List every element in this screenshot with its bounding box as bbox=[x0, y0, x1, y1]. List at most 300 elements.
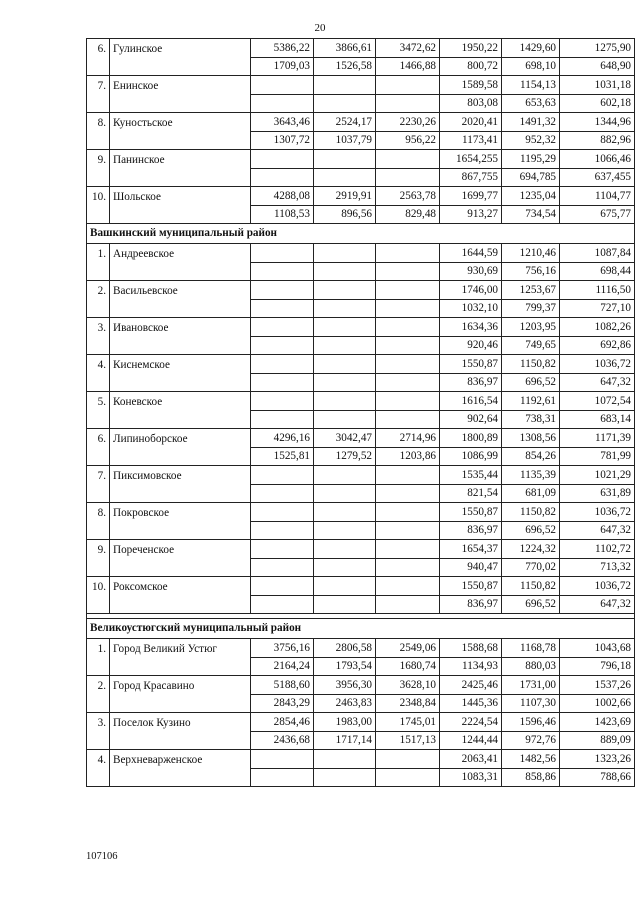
table-row bbox=[87, 750, 635, 769]
value-cell: 1746,00 bbox=[440, 281, 502, 300]
value-cell bbox=[251, 76, 314, 95]
row-index bbox=[87, 206, 110, 224]
value-cell: 4296,16 bbox=[251, 429, 314, 448]
value-cell bbox=[251, 596, 314, 614]
value-cell bbox=[314, 244, 376, 263]
value-cell bbox=[376, 596, 440, 614]
value-cell: 2463,83 bbox=[314, 695, 376, 713]
value-cell: 1210,46 bbox=[502, 244, 560, 263]
value-cell: 1537,26 bbox=[560, 676, 635, 695]
table-row bbox=[87, 503, 635, 522]
value-cell: 756,16 bbox=[502, 263, 560, 281]
section-header-row bbox=[87, 619, 635, 639]
value-cell: 1344,96 bbox=[560, 113, 635, 132]
value-cell bbox=[376, 300, 440, 318]
value-cell: 2230,26 bbox=[376, 113, 440, 132]
value-cell: 696,52 bbox=[502, 374, 560, 392]
value-cell: 1596,46 bbox=[502, 713, 560, 732]
row-index bbox=[87, 300, 110, 318]
value-cell: 3472,62 bbox=[376, 39, 440, 58]
value-cell: 1793,54 bbox=[314, 658, 376, 676]
value-cell bbox=[314, 466, 376, 485]
value-cell: 940,47 bbox=[440, 559, 502, 577]
value-cell: 3956,30 bbox=[314, 676, 376, 695]
value-cell: 1680,74 bbox=[376, 658, 440, 676]
value-cell: 1526,58 bbox=[314, 58, 376, 76]
value-cell: 1102,72 bbox=[560, 540, 635, 559]
value-cell bbox=[376, 263, 440, 281]
value-cell bbox=[251, 411, 314, 429]
table-row bbox=[87, 448, 635, 466]
value-cell: 648,90 bbox=[560, 58, 635, 76]
settlement-name: Васильевское bbox=[110, 281, 251, 300]
value-cell: 692,86 bbox=[560, 337, 635, 355]
value-cell: 836,97 bbox=[440, 374, 502, 392]
value-cell: 3628,10 bbox=[376, 676, 440, 695]
table-row bbox=[87, 187, 635, 206]
section-title: Великоустюгский муниципальный район bbox=[87, 619, 635, 639]
row-index bbox=[87, 559, 110, 577]
settlement-name: Верхневарженское bbox=[110, 750, 251, 769]
table-body bbox=[87, 39, 635, 787]
value-cell bbox=[376, 392, 440, 411]
table-row bbox=[87, 300, 635, 318]
table-row bbox=[87, 263, 635, 281]
value-cell: 713,32 bbox=[560, 559, 635, 577]
settlement-name: Куностьское bbox=[110, 113, 251, 132]
value-cell: 1134,93 bbox=[440, 658, 502, 676]
value-cell: 3866,61 bbox=[314, 39, 376, 58]
settlement-name bbox=[110, 596, 251, 614]
settlement-name bbox=[110, 263, 251, 281]
value-cell bbox=[314, 769, 376, 787]
value-cell bbox=[251, 318, 314, 337]
value-cell bbox=[376, 411, 440, 429]
table-row bbox=[87, 466, 635, 485]
value-cell: 799,37 bbox=[502, 300, 560, 318]
value-cell bbox=[314, 76, 376, 95]
value-cell: 1279,52 bbox=[314, 448, 376, 466]
value-cell: 1482,56 bbox=[502, 750, 560, 769]
table-row bbox=[87, 540, 635, 559]
row-index: 2. bbox=[87, 281, 110, 300]
row-index bbox=[87, 337, 110, 355]
value-cell bbox=[251, 522, 314, 540]
value-cell: 727,10 bbox=[560, 300, 635, 318]
settlement-name: Панинское bbox=[110, 150, 251, 169]
value-cell bbox=[314, 577, 376, 596]
settlement-name: Енинское bbox=[110, 76, 251, 95]
value-cell bbox=[251, 466, 314, 485]
value-cell: 1037,79 bbox=[314, 132, 376, 150]
value-cell: 930,69 bbox=[440, 263, 502, 281]
settlement-name bbox=[110, 448, 251, 466]
value-cell: 889,09 bbox=[560, 732, 635, 750]
value-cell: 770,02 bbox=[502, 559, 560, 577]
settlement-name bbox=[110, 58, 251, 76]
value-cell bbox=[251, 244, 314, 263]
value-cell: 882,96 bbox=[560, 132, 635, 150]
row-index: 6. bbox=[87, 429, 110, 448]
value-cell: 1307,72 bbox=[251, 132, 314, 150]
value-cell: 1072,54 bbox=[560, 392, 635, 411]
table-row bbox=[87, 281, 635, 300]
settlement-name bbox=[110, 732, 251, 750]
value-cell: 1654,37 bbox=[440, 540, 502, 559]
row-index: 7. bbox=[87, 76, 110, 95]
value-cell: 858,86 bbox=[502, 769, 560, 787]
value-cell bbox=[314, 355, 376, 374]
value-cell: 1634,36 bbox=[440, 318, 502, 337]
value-cell: 653,63 bbox=[502, 95, 560, 113]
value-cell: 1731,00 bbox=[502, 676, 560, 695]
value-cell bbox=[251, 769, 314, 787]
settlement-name bbox=[110, 769, 251, 787]
value-cell bbox=[314, 392, 376, 411]
value-cell bbox=[376, 559, 440, 577]
value-cell: 829,48 bbox=[376, 206, 440, 224]
table-row bbox=[87, 392, 635, 411]
value-cell: 1002,66 bbox=[560, 695, 635, 713]
value-cell: 4288,08 bbox=[251, 187, 314, 206]
value-cell: 956,22 bbox=[376, 132, 440, 150]
settlement-name: Пиксимовское bbox=[110, 466, 251, 485]
value-cell: 698,44 bbox=[560, 263, 635, 281]
value-cell bbox=[376, 355, 440, 374]
row-index: 1. bbox=[87, 639, 110, 658]
row-index: 1. bbox=[87, 244, 110, 263]
value-cell: 788,66 bbox=[560, 769, 635, 787]
row-index: 10. bbox=[87, 187, 110, 206]
value-cell: 1203,86 bbox=[376, 448, 440, 466]
value-cell: 2164,24 bbox=[251, 658, 314, 676]
settlement-name bbox=[110, 206, 251, 224]
value-cell: 854,26 bbox=[502, 448, 560, 466]
settlement-name: Шольское bbox=[110, 187, 251, 206]
table-row bbox=[87, 713, 635, 732]
row-index bbox=[87, 132, 110, 150]
row-index: 8. bbox=[87, 503, 110, 522]
value-cell bbox=[251, 485, 314, 503]
value-cell bbox=[376, 169, 440, 187]
settlement-name: Город Красавино bbox=[110, 676, 251, 695]
value-cell: 952,32 bbox=[502, 132, 560, 150]
row-index: 10. bbox=[87, 577, 110, 596]
table-row bbox=[87, 95, 635, 113]
table-row bbox=[87, 676, 635, 695]
value-cell: 1104,77 bbox=[560, 187, 635, 206]
value-cell bbox=[251, 300, 314, 318]
settlement-name bbox=[110, 95, 251, 113]
settlement-name: Пореченское bbox=[110, 540, 251, 559]
row-index: 4. bbox=[87, 750, 110, 769]
value-cell: 647,32 bbox=[560, 596, 635, 614]
value-cell bbox=[376, 540, 440, 559]
table-row bbox=[87, 337, 635, 355]
row-index bbox=[87, 411, 110, 429]
value-cell: 1525,81 bbox=[251, 448, 314, 466]
value-cell: 738,31 bbox=[502, 411, 560, 429]
table-row bbox=[87, 577, 635, 596]
value-cell bbox=[251, 577, 314, 596]
value-cell: 2020,41 bbox=[440, 113, 502, 132]
value-cell: 1036,72 bbox=[560, 577, 635, 596]
settlement-name bbox=[110, 658, 251, 676]
value-cell: 675,77 bbox=[560, 206, 635, 224]
settlement-name: Коневское bbox=[110, 392, 251, 411]
settlement-name: Ивановское bbox=[110, 318, 251, 337]
value-cell: 781,99 bbox=[560, 448, 635, 466]
value-cell: 796,18 bbox=[560, 658, 635, 676]
value-cell: 1043,68 bbox=[560, 639, 635, 658]
value-cell: 896,56 bbox=[314, 206, 376, 224]
value-cell: 1466,88 bbox=[376, 58, 440, 76]
value-cell bbox=[251, 503, 314, 522]
value-cell: 1150,82 bbox=[502, 577, 560, 596]
settlement-name: Поселок Кузино bbox=[110, 713, 251, 732]
value-cell bbox=[376, 503, 440, 522]
value-cell: 1203,95 bbox=[502, 318, 560, 337]
table-row bbox=[87, 150, 635, 169]
value-cell bbox=[376, 466, 440, 485]
value-cell: 1800,89 bbox=[440, 429, 502, 448]
value-cell: 880,03 bbox=[502, 658, 560, 676]
table-row bbox=[87, 658, 635, 676]
value-cell: 1150,82 bbox=[502, 355, 560, 374]
value-cell: 647,32 bbox=[560, 374, 635, 392]
value-cell bbox=[251, 374, 314, 392]
value-cell: 1154,13 bbox=[502, 76, 560, 95]
value-cell: 2806,58 bbox=[314, 639, 376, 658]
row-index bbox=[87, 58, 110, 76]
value-cell: 1086,99 bbox=[440, 448, 502, 466]
section-header-row bbox=[87, 224, 635, 244]
value-cell bbox=[314, 374, 376, 392]
value-cell bbox=[314, 411, 376, 429]
row-index bbox=[87, 485, 110, 503]
table-row bbox=[87, 732, 635, 750]
value-cell bbox=[251, 750, 314, 769]
settlement-name bbox=[110, 300, 251, 318]
value-cell: 2843,29 bbox=[251, 695, 314, 713]
value-cell: 1550,87 bbox=[440, 355, 502, 374]
settlement-name: Город Великий Устюг bbox=[110, 639, 251, 658]
page-number: 20 bbox=[314, 22, 326, 34]
value-cell bbox=[314, 318, 376, 337]
value-cell: 1066,46 bbox=[560, 150, 635, 169]
settlement-name: Липиноборское bbox=[110, 429, 251, 448]
value-cell: 1589,58 bbox=[440, 76, 502, 95]
value-cell: 1168,78 bbox=[502, 639, 560, 658]
value-cell: 1107,30 bbox=[502, 695, 560, 713]
settlement-name: Роксомское bbox=[110, 577, 251, 596]
section-title: Вашкинский муниципальный район bbox=[87, 224, 635, 244]
value-cell bbox=[251, 392, 314, 411]
value-cell: 1445,36 bbox=[440, 695, 502, 713]
value-cell: 1616,54 bbox=[440, 392, 502, 411]
row-index bbox=[87, 596, 110, 614]
table-row bbox=[87, 76, 635, 95]
value-cell: 3042,47 bbox=[314, 429, 376, 448]
table-row bbox=[87, 318, 635, 337]
row-index: 9. bbox=[87, 150, 110, 169]
table-row bbox=[87, 132, 635, 150]
value-cell: 1654,255 bbox=[440, 150, 502, 169]
value-cell bbox=[251, 337, 314, 355]
row-index bbox=[87, 732, 110, 750]
table-row bbox=[87, 39, 635, 58]
row-index: 2. bbox=[87, 676, 110, 695]
value-cell: 1950,22 bbox=[440, 39, 502, 58]
value-cell bbox=[376, 750, 440, 769]
value-cell bbox=[251, 281, 314, 300]
value-cell: 647,32 bbox=[560, 522, 635, 540]
row-index: 6. bbox=[87, 39, 110, 58]
row-index bbox=[87, 448, 110, 466]
value-cell: 681,09 bbox=[502, 485, 560, 503]
value-cell: 821,54 bbox=[440, 485, 502, 503]
value-cell: 1535,44 bbox=[440, 466, 502, 485]
row-index bbox=[87, 169, 110, 187]
row-index: 5. bbox=[87, 392, 110, 411]
value-cell: 2063,41 bbox=[440, 750, 502, 769]
settlement-name bbox=[110, 411, 251, 429]
value-cell bbox=[314, 150, 376, 169]
value-cell bbox=[251, 95, 314, 113]
value-cell: 734,54 bbox=[502, 206, 560, 224]
value-cell bbox=[376, 150, 440, 169]
value-cell: 1108,53 bbox=[251, 206, 314, 224]
table-row bbox=[87, 411, 635, 429]
value-cell: 1491,32 bbox=[502, 113, 560, 132]
value-cell: 696,52 bbox=[502, 522, 560, 540]
value-cell: 1423,69 bbox=[560, 713, 635, 732]
row-index: 7. bbox=[87, 466, 110, 485]
value-cell: 1135,39 bbox=[502, 466, 560, 485]
table-row bbox=[87, 206, 635, 224]
value-cell: 1709,03 bbox=[251, 58, 314, 76]
value-cell: 1224,32 bbox=[502, 540, 560, 559]
value-cell: 1116,50 bbox=[560, 281, 635, 300]
value-cell: 1699,77 bbox=[440, 187, 502, 206]
table-row bbox=[87, 169, 635, 187]
value-cell bbox=[251, 169, 314, 187]
value-cell: 1195,29 bbox=[502, 150, 560, 169]
value-cell: 1150,82 bbox=[502, 503, 560, 522]
value-cell: 1308,56 bbox=[502, 429, 560, 448]
value-cell: 631,89 bbox=[560, 485, 635, 503]
table-row bbox=[87, 769, 635, 787]
table-row bbox=[87, 522, 635, 540]
value-cell: 683,14 bbox=[560, 411, 635, 429]
value-cell: 1983,00 bbox=[314, 713, 376, 732]
value-cell: 2425,46 bbox=[440, 676, 502, 695]
value-cell: 1036,72 bbox=[560, 503, 635, 522]
value-cell bbox=[376, 522, 440, 540]
value-cell: 749,65 bbox=[502, 337, 560, 355]
row-index bbox=[87, 95, 110, 113]
value-cell: 698,10 bbox=[502, 58, 560, 76]
value-cell: 1173,41 bbox=[440, 132, 502, 150]
value-cell bbox=[314, 503, 376, 522]
settlement-name bbox=[110, 337, 251, 355]
settlement-name bbox=[110, 522, 251, 540]
value-cell bbox=[251, 355, 314, 374]
value-cell: 2524,17 bbox=[314, 113, 376, 132]
value-cell: 1588,68 bbox=[440, 639, 502, 658]
row-index bbox=[87, 695, 110, 713]
value-cell: 1031,18 bbox=[560, 76, 635, 95]
value-cell bbox=[251, 263, 314, 281]
tariff-table bbox=[86, 38, 635, 787]
table-row bbox=[87, 429, 635, 448]
value-cell bbox=[251, 559, 314, 577]
value-cell bbox=[376, 374, 440, 392]
value-cell bbox=[314, 750, 376, 769]
value-cell bbox=[376, 337, 440, 355]
table-row bbox=[87, 596, 635, 614]
table-row bbox=[87, 58, 635, 76]
value-cell: 800,72 bbox=[440, 58, 502, 76]
value-cell bbox=[314, 485, 376, 503]
value-cell: 1717,14 bbox=[314, 732, 376, 750]
value-cell: 3756,16 bbox=[251, 639, 314, 658]
value-cell: 2549,06 bbox=[376, 639, 440, 658]
settlement-name: Киснемское bbox=[110, 355, 251, 374]
value-cell: 920,46 bbox=[440, 337, 502, 355]
row-index bbox=[87, 658, 110, 676]
value-cell: 1517,13 bbox=[376, 732, 440, 750]
settlement-name bbox=[110, 132, 251, 150]
value-cell bbox=[376, 318, 440, 337]
value-cell bbox=[376, 76, 440, 95]
value-cell: 2714,96 bbox=[376, 429, 440, 448]
value-cell: 5188,60 bbox=[251, 676, 314, 695]
settlement-name: Андреевское bbox=[110, 244, 251, 263]
row-index bbox=[87, 769, 110, 787]
value-cell: 1082,26 bbox=[560, 318, 635, 337]
value-cell: 5386,22 bbox=[251, 39, 314, 58]
value-cell: 694,785 bbox=[502, 169, 560, 187]
value-cell bbox=[251, 540, 314, 559]
value-cell: 2854,46 bbox=[251, 713, 314, 732]
value-cell: 1036,72 bbox=[560, 355, 635, 374]
row-index: 8. bbox=[87, 113, 110, 132]
value-cell: 1235,04 bbox=[502, 187, 560, 206]
value-cell: 1745,01 bbox=[376, 713, 440, 732]
value-cell: 1550,87 bbox=[440, 503, 502, 522]
settlement-name: Гулинское bbox=[110, 39, 251, 58]
value-cell: 836,97 bbox=[440, 596, 502, 614]
settlement-name bbox=[110, 695, 251, 713]
value-cell bbox=[376, 244, 440, 263]
table-row bbox=[87, 485, 635, 503]
settlement-name bbox=[110, 485, 251, 503]
value-cell: 1550,87 bbox=[440, 577, 502, 596]
value-cell bbox=[314, 596, 376, 614]
value-cell bbox=[314, 522, 376, 540]
table-row bbox=[87, 639, 635, 658]
settlement-name: Покровское bbox=[110, 503, 251, 522]
value-cell bbox=[251, 150, 314, 169]
value-cell: 972,76 bbox=[502, 732, 560, 750]
value-cell: 2563,78 bbox=[376, 187, 440, 206]
value-cell: 1253,67 bbox=[502, 281, 560, 300]
row-index bbox=[87, 522, 110, 540]
table-row bbox=[87, 244, 635, 263]
value-cell bbox=[376, 95, 440, 113]
value-cell: 902,64 bbox=[440, 411, 502, 429]
